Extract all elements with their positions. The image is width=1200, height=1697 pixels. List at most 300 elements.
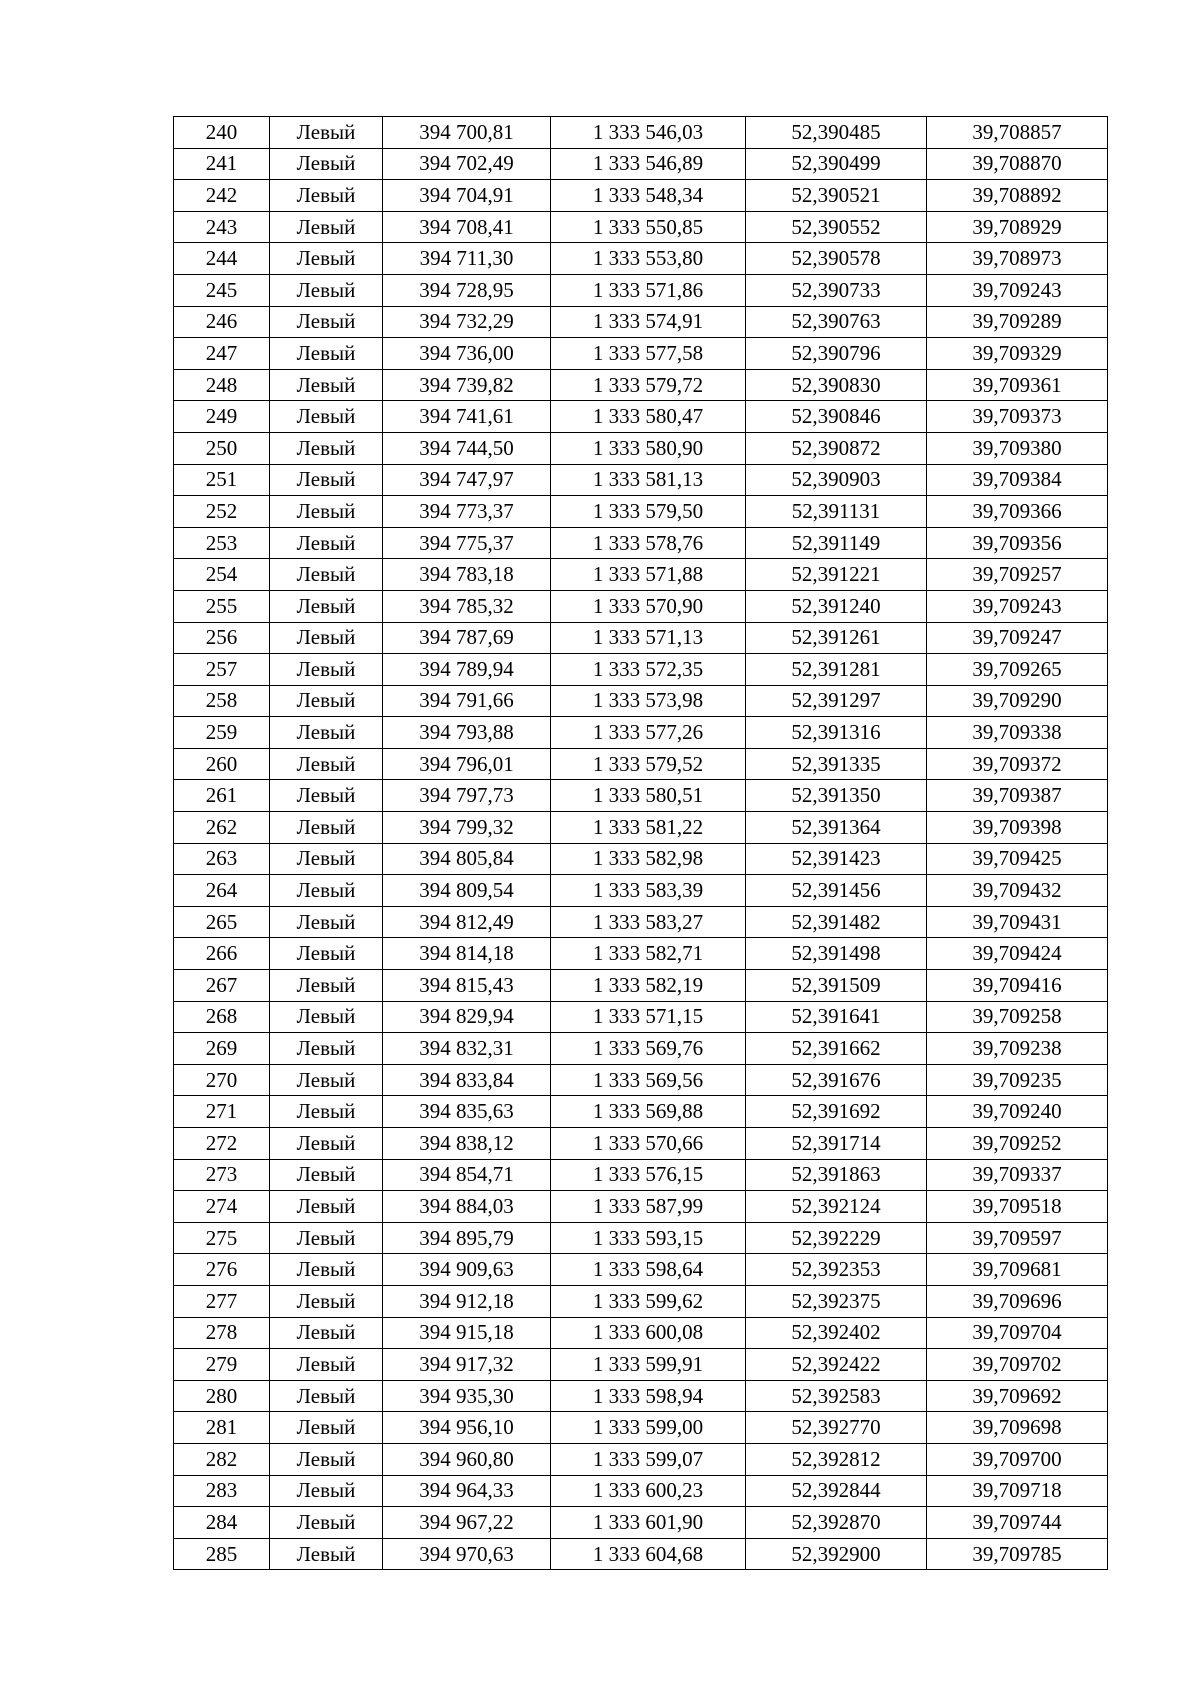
y-coordinate-cell: 1 333 599,07	[551, 1443, 746, 1475]
latitude-cell: 52,391498	[746, 938, 927, 970]
x-coordinate-cell: 394 912,18	[383, 1285, 551, 1317]
y-coordinate-cell: 1 333 583,39	[551, 875, 746, 907]
point-number-cell: 254	[174, 559, 270, 591]
y-coordinate-cell: 1 333 553,80	[551, 243, 746, 275]
table-row	[174, 685, 1108, 717]
longitude-cell: 39,709597	[927, 1222, 1108, 1254]
x-coordinate-cell: 394 895,79	[383, 1222, 551, 1254]
latitude-cell: 52,391240	[746, 590, 927, 622]
point-number-cell: 248	[174, 369, 270, 401]
x-coordinate-cell: 394 704,91	[383, 180, 551, 212]
point-number-cell: 244	[174, 243, 270, 275]
coordinates-table-body	[174, 117, 1108, 1570]
coordinates-table	[173, 116, 1108, 1570]
side-cell: Левый	[270, 590, 383, 622]
table-row	[174, 211, 1108, 243]
longitude-cell: 39,709380	[927, 432, 1108, 464]
latitude-cell: 52,391221	[746, 559, 927, 591]
x-coordinate-cell: 394 793,88	[383, 717, 551, 749]
x-coordinate-cell: 394 815,43	[383, 970, 551, 1002]
y-coordinate-cell: 1 333 598,64	[551, 1254, 746, 1286]
table-row	[174, 527, 1108, 559]
point-number-cell: 278	[174, 1317, 270, 1349]
longitude-cell: 39,709681	[927, 1254, 1108, 1286]
side-cell: Левый	[270, 211, 383, 243]
point-number-cell: 263	[174, 843, 270, 875]
x-coordinate-cell: 394 711,30	[383, 243, 551, 275]
y-coordinate-cell: 1 333 593,15	[551, 1222, 746, 1254]
table-row	[174, 117, 1108, 149]
longitude-cell: 39,709258	[927, 1001, 1108, 1033]
longitude-cell: 39,709265	[927, 654, 1108, 686]
point-number-cell: 268	[174, 1001, 270, 1033]
x-coordinate-cell: 394 970,63	[383, 1538, 551, 1570]
x-coordinate-cell: 394 775,37	[383, 527, 551, 559]
y-coordinate-cell: 1 333 569,56	[551, 1064, 746, 1096]
latitude-cell: 52,390846	[746, 401, 927, 433]
longitude-cell: 39,709425	[927, 843, 1108, 875]
y-coordinate-cell: 1 333 600,08	[551, 1317, 746, 1349]
longitude-cell: 39,708870	[927, 148, 1108, 180]
point-number-cell: 270	[174, 1064, 270, 1096]
point-number-cell: 251	[174, 464, 270, 496]
x-coordinate-cell: 394 741,61	[383, 401, 551, 433]
point-number-cell: 252	[174, 496, 270, 528]
point-number-cell: 279	[174, 1349, 270, 1381]
longitude-cell: 39,708973	[927, 243, 1108, 275]
side-cell: Левый	[270, 685, 383, 717]
table-row	[174, 1349, 1108, 1381]
side-cell: Левый	[270, 1538, 383, 1570]
latitude-cell: 52,392402	[746, 1317, 927, 1349]
side-cell: Левый	[270, 559, 383, 591]
table-row	[174, 1317, 1108, 1349]
y-coordinate-cell: 1 333 600,23	[551, 1475, 746, 1507]
y-coordinate-cell: 1 333 582,19	[551, 970, 746, 1002]
side-cell: Левый	[270, 306, 383, 338]
x-coordinate-cell: 394 732,29	[383, 306, 551, 338]
side-cell: Левый	[270, 401, 383, 433]
longitude-cell: 39,709431	[927, 906, 1108, 938]
point-number-cell: 256	[174, 622, 270, 654]
table-row	[174, 875, 1108, 907]
point-number-cell: 257	[174, 654, 270, 686]
x-coordinate-cell: 394 785,32	[383, 590, 551, 622]
table-row	[174, 496, 1108, 528]
table-row	[174, 938, 1108, 970]
table-row	[174, 401, 1108, 433]
side-cell: Левый	[270, 622, 383, 654]
table-row	[174, 748, 1108, 780]
latitude-cell: 52,392229	[746, 1222, 927, 1254]
table-row	[174, 306, 1108, 338]
x-coordinate-cell: 394 702,49	[383, 148, 551, 180]
longitude-cell: 39,709243	[927, 274, 1108, 306]
longitude-cell: 39,709373	[927, 401, 1108, 433]
side-cell: Левый	[270, 338, 383, 370]
y-coordinate-cell: 1 333 546,89	[551, 148, 746, 180]
point-number-cell: 241	[174, 148, 270, 180]
side-cell: Левый	[270, 654, 383, 686]
x-coordinate-cell: 394 809,54	[383, 875, 551, 907]
latitude-cell: 52,391662	[746, 1033, 927, 1065]
table-row	[174, 1191, 1108, 1223]
side-cell: Левый	[270, 938, 383, 970]
point-number-cell: 245	[174, 274, 270, 306]
latitude-cell: 52,391509	[746, 970, 927, 1002]
table-row	[174, 148, 1108, 180]
point-number-cell: 260	[174, 748, 270, 780]
x-coordinate-cell: 394 783,18	[383, 559, 551, 591]
longitude-cell: 39,709372	[927, 748, 1108, 780]
latitude-cell: 52,392422	[746, 1349, 927, 1381]
point-number-cell: 264	[174, 875, 270, 907]
longitude-cell: 39,709240	[927, 1096, 1108, 1128]
latitude-cell: 52,392124	[746, 1191, 927, 1223]
longitude-cell: 39,709290	[927, 685, 1108, 717]
y-coordinate-cell: 1 333 576,15	[551, 1159, 746, 1191]
point-number-cell: 258	[174, 685, 270, 717]
latitude-cell: 52,391423	[746, 843, 927, 875]
table-row	[174, 1475, 1108, 1507]
point-number-cell: 249	[174, 401, 270, 433]
longitude-cell: 39,709338	[927, 717, 1108, 749]
table-row	[174, 1033, 1108, 1065]
x-coordinate-cell: 394 829,94	[383, 1001, 551, 1033]
table-row	[174, 464, 1108, 496]
y-coordinate-cell: 1 333 571,86	[551, 274, 746, 306]
latitude-cell: 52,392844	[746, 1475, 927, 1507]
side-cell: Левый	[270, 1191, 383, 1223]
table-row	[174, 654, 1108, 686]
y-coordinate-cell: 1 333 577,58	[551, 338, 746, 370]
point-number-cell: 255	[174, 590, 270, 622]
y-coordinate-cell: 1 333 580,47	[551, 401, 746, 433]
table-row	[174, 1412, 1108, 1444]
side-cell: Левый	[270, 527, 383, 559]
y-coordinate-cell: 1 333 570,66	[551, 1128, 746, 1160]
table-row	[174, 590, 1108, 622]
y-coordinate-cell: 1 333 601,90	[551, 1507, 746, 1539]
longitude-cell: 39,709238	[927, 1033, 1108, 1065]
y-coordinate-cell: 1 333 546,03	[551, 117, 746, 149]
side-cell: Левый	[270, 1096, 383, 1128]
y-coordinate-cell: 1 333 571,15	[551, 1001, 746, 1033]
y-coordinate-cell: 1 333 569,76	[551, 1033, 746, 1065]
longitude-cell: 39,709387	[927, 780, 1108, 812]
point-number-cell: 284	[174, 1507, 270, 1539]
point-number-cell: 240	[174, 117, 270, 149]
table-row	[174, 432, 1108, 464]
table-row	[174, 180, 1108, 212]
x-coordinate-cell: 394 884,03	[383, 1191, 551, 1223]
point-number-cell: 272	[174, 1128, 270, 1160]
x-coordinate-cell: 394 814,18	[383, 938, 551, 970]
point-number-cell: 253	[174, 527, 270, 559]
side-cell: Левый	[270, 1507, 383, 1539]
side-cell: Левый	[270, 906, 383, 938]
side-cell: Левый	[270, 1317, 383, 1349]
point-number-cell: 261	[174, 780, 270, 812]
y-coordinate-cell: 1 333 599,00	[551, 1412, 746, 1444]
latitude-cell: 52,390733	[746, 274, 927, 306]
longitude-cell: 39,709361	[927, 369, 1108, 401]
x-coordinate-cell: 394 744,50	[383, 432, 551, 464]
side-cell: Левый	[270, 1128, 383, 1160]
latitude-cell: 52,392375	[746, 1285, 927, 1317]
table-row	[174, 717, 1108, 749]
table-row	[174, 780, 1108, 812]
x-coordinate-cell: 394 835,63	[383, 1096, 551, 1128]
longitude-cell: 39,709337	[927, 1159, 1108, 1191]
side-cell: Левый	[270, 1033, 383, 1065]
latitude-cell: 52,391676	[746, 1064, 927, 1096]
longitude-cell: 39,709718	[927, 1475, 1108, 1507]
side-cell: Левый	[270, 148, 383, 180]
side-cell: Левый	[270, 1254, 383, 1286]
x-coordinate-cell: 394 739,82	[383, 369, 551, 401]
longitude-cell: 39,709384	[927, 464, 1108, 496]
y-coordinate-cell: 1 333 580,90	[551, 432, 746, 464]
longitude-cell: 39,709243	[927, 590, 1108, 622]
longitude-cell: 39,709235	[927, 1064, 1108, 1096]
point-number-cell: 265	[174, 906, 270, 938]
point-number-cell: 285	[174, 1538, 270, 1570]
latitude-cell: 52,390485	[746, 117, 927, 149]
latitude-cell: 52,391335	[746, 748, 927, 780]
table-row	[174, 1507, 1108, 1539]
x-coordinate-cell: 394 935,30	[383, 1380, 551, 1412]
latitude-cell: 52,391131	[746, 496, 927, 528]
y-coordinate-cell: 1 333 581,22	[551, 812, 746, 844]
latitude-cell: 52,392353	[746, 1254, 927, 1286]
latitude-cell: 52,390499	[746, 148, 927, 180]
point-number-cell: 281	[174, 1412, 270, 1444]
latitude-cell: 52,391641	[746, 1001, 927, 1033]
side-cell: Левый	[270, 180, 383, 212]
x-coordinate-cell: 394 838,12	[383, 1128, 551, 1160]
y-coordinate-cell: 1 333 571,88	[551, 559, 746, 591]
latitude-cell: 52,392770	[746, 1412, 927, 1444]
table-row	[174, 812, 1108, 844]
longitude-cell: 39,709432	[927, 875, 1108, 907]
point-number-cell: 274	[174, 1191, 270, 1223]
longitude-cell: 39,709366	[927, 496, 1108, 528]
latitude-cell: 52,391863	[746, 1159, 927, 1191]
table-row	[174, 1222, 1108, 1254]
x-coordinate-cell: 394 833,84	[383, 1064, 551, 1096]
longitude-cell: 39,709398	[927, 812, 1108, 844]
table-row	[174, 338, 1108, 370]
longitude-cell: 39,708892	[927, 180, 1108, 212]
longitude-cell: 39,709700	[927, 1443, 1108, 1475]
latitude-cell: 52,391297	[746, 685, 927, 717]
y-coordinate-cell: 1 333 599,91	[551, 1349, 746, 1381]
side-cell: Левый	[270, 1443, 383, 1475]
point-number-cell: 266	[174, 938, 270, 970]
table-row	[174, 1443, 1108, 1475]
y-coordinate-cell: 1 333 579,72	[551, 369, 746, 401]
side-cell: Левый	[270, 1349, 383, 1381]
side-cell: Левый	[270, 1001, 383, 1033]
y-coordinate-cell: 1 333 571,13	[551, 622, 746, 654]
point-number-cell: 269	[174, 1033, 270, 1065]
side-cell: Левый	[270, 1412, 383, 1444]
point-number-cell: 259	[174, 717, 270, 749]
point-number-cell: 243	[174, 211, 270, 243]
side-cell: Левый	[270, 812, 383, 844]
latitude-cell: 52,391456	[746, 875, 927, 907]
table-row	[174, 369, 1108, 401]
y-coordinate-cell: 1 333 578,76	[551, 527, 746, 559]
latitude-cell: 52,392583	[746, 1380, 927, 1412]
latitude-cell: 52,391261	[746, 622, 927, 654]
point-number-cell: 246	[174, 306, 270, 338]
longitude-cell: 39,709692	[927, 1380, 1108, 1412]
point-number-cell: 271	[174, 1096, 270, 1128]
x-coordinate-cell: 394 812,49	[383, 906, 551, 938]
y-coordinate-cell: 1 333 572,35	[551, 654, 746, 686]
side-cell: Левый	[270, 464, 383, 496]
longitude-cell: 39,709698	[927, 1412, 1108, 1444]
side-cell: Левый	[270, 780, 383, 812]
longitude-cell: 39,709247	[927, 622, 1108, 654]
latitude-cell: 52,391350	[746, 780, 927, 812]
latitude-cell: 52,390552	[746, 211, 927, 243]
side-cell: Левый	[270, 117, 383, 149]
x-coordinate-cell: 394 917,32	[383, 1349, 551, 1381]
side-cell: Левый	[270, 1285, 383, 1317]
side-cell: Левый	[270, 432, 383, 464]
side-cell: Левый	[270, 274, 383, 306]
point-number-cell: 280	[174, 1380, 270, 1412]
longitude-cell: 39,709252	[927, 1128, 1108, 1160]
x-coordinate-cell: 394 796,01	[383, 748, 551, 780]
table-row	[174, 1064, 1108, 1096]
longitude-cell: 39,709329	[927, 338, 1108, 370]
x-coordinate-cell: 394 964,33	[383, 1475, 551, 1507]
table-row	[174, 622, 1108, 654]
y-coordinate-cell: 1 333 582,71	[551, 938, 746, 970]
side-cell: Левый	[270, 1475, 383, 1507]
y-coordinate-cell: 1 333 579,50	[551, 496, 746, 528]
latitude-cell: 52,391316	[746, 717, 927, 749]
x-coordinate-cell: 394 799,32	[383, 812, 551, 844]
side-cell: Левый	[270, 1159, 383, 1191]
point-number-cell: 275	[174, 1222, 270, 1254]
side-cell: Левый	[270, 243, 383, 275]
x-coordinate-cell: 394 956,10	[383, 1412, 551, 1444]
longitude-cell: 39,709356	[927, 527, 1108, 559]
side-cell: Левый	[270, 1222, 383, 1254]
latitude-cell: 52,391692	[746, 1096, 927, 1128]
point-number-cell: 247	[174, 338, 270, 370]
point-number-cell: 282	[174, 1443, 270, 1475]
longitude-cell: 39,709257	[927, 559, 1108, 591]
y-coordinate-cell: 1 333 581,13	[551, 464, 746, 496]
x-coordinate-cell: 394 960,80	[383, 1443, 551, 1475]
table-row	[174, 1001, 1108, 1033]
point-number-cell: 276	[174, 1254, 270, 1286]
table-row	[174, 906, 1108, 938]
table-row	[174, 1096, 1108, 1128]
y-coordinate-cell: 1 333 550,85	[551, 211, 746, 243]
side-cell: Левый	[270, 875, 383, 907]
y-coordinate-cell: 1 333 598,94	[551, 1380, 746, 1412]
latitude-cell: 52,390521	[746, 180, 927, 212]
x-coordinate-cell: 394 736,00	[383, 338, 551, 370]
point-number-cell: 273	[174, 1159, 270, 1191]
side-cell: Левый	[270, 369, 383, 401]
latitude-cell: 52,391714	[746, 1128, 927, 1160]
longitude-cell: 39,709744	[927, 1507, 1108, 1539]
table-row	[174, 559, 1108, 591]
side-cell: Левый	[270, 717, 383, 749]
table-row	[174, 1380, 1108, 1412]
point-number-cell: 262	[174, 812, 270, 844]
longitude-cell: 39,709424	[927, 938, 1108, 970]
table-row	[174, 1159, 1108, 1191]
side-cell: Левый	[270, 1380, 383, 1412]
table-row	[174, 970, 1108, 1002]
y-coordinate-cell: 1 333 604,68	[551, 1538, 746, 1570]
y-coordinate-cell: 1 333 580,51	[551, 780, 746, 812]
y-coordinate-cell: 1 333 583,27	[551, 906, 746, 938]
x-coordinate-cell: 394 832,31	[383, 1033, 551, 1065]
latitude-cell: 52,390796	[746, 338, 927, 370]
latitude-cell: 52,390578	[746, 243, 927, 275]
latitude-cell: 52,391281	[746, 654, 927, 686]
x-coordinate-cell: 394 728,95	[383, 274, 551, 306]
x-coordinate-cell: 394 909,63	[383, 1254, 551, 1286]
y-coordinate-cell: 1 333 577,26	[551, 717, 746, 749]
table-row	[174, 1538, 1108, 1570]
x-coordinate-cell: 394 747,97	[383, 464, 551, 496]
point-number-cell: 242	[174, 180, 270, 212]
latitude-cell: 52,390903	[746, 464, 927, 496]
latitude-cell: 52,392812	[746, 1443, 927, 1475]
latitude-cell: 52,392870	[746, 1507, 927, 1539]
x-coordinate-cell: 394 789,94	[383, 654, 551, 686]
longitude-cell: 39,709289	[927, 306, 1108, 338]
x-coordinate-cell: 394 773,37	[383, 496, 551, 528]
x-coordinate-cell: 394 797,73	[383, 780, 551, 812]
latitude-cell: 52,390830	[746, 369, 927, 401]
y-coordinate-cell: 1 333 574,91	[551, 306, 746, 338]
longitude-cell: 39,709702	[927, 1349, 1108, 1381]
longitude-cell: 39,709696	[927, 1285, 1108, 1317]
longitude-cell: 39,709416	[927, 970, 1108, 1002]
y-coordinate-cell: 1 333 573,98	[551, 685, 746, 717]
latitude-cell: 52,391482	[746, 906, 927, 938]
y-coordinate-cell: 1 333 579,52	[551, 748, 746, 780]
longitude-cell: 39,708857	[927, 117, 1108, 149]
table-row	[174, 1285, 1108, 1317]
latitude-cell: 52,391364	[746, 812, 927, 844]
latitude-cell: 52,390872	[746, 432, 927, 464]
point-number-cell: 283	[174, 1475, 270, 1507]
point-number-cell: 250	[174, 432, 270, 464]
x-coordinate-cell: 394 854,71	[383, 1159, 551, 1191]
longitude-cell: 39,709518	[927, 1191, 1108, 1223]
y-coordinate-cell: 1 333 587,99	[551, 1191, 746, 1223]
table-row	[174, 843, 1108, 875]
side-cell: Левый	[270, 1064, 383, 1096]
side-cell: Левый	[270, 843, 383, 875]
latitude-cell: 52,392900	[746, 1538, 927, 1570]
y-coordinate-cell: 1 333 570,90	[551, 590, 746, 622]
table-row	[174, 243, 1108, 275]
